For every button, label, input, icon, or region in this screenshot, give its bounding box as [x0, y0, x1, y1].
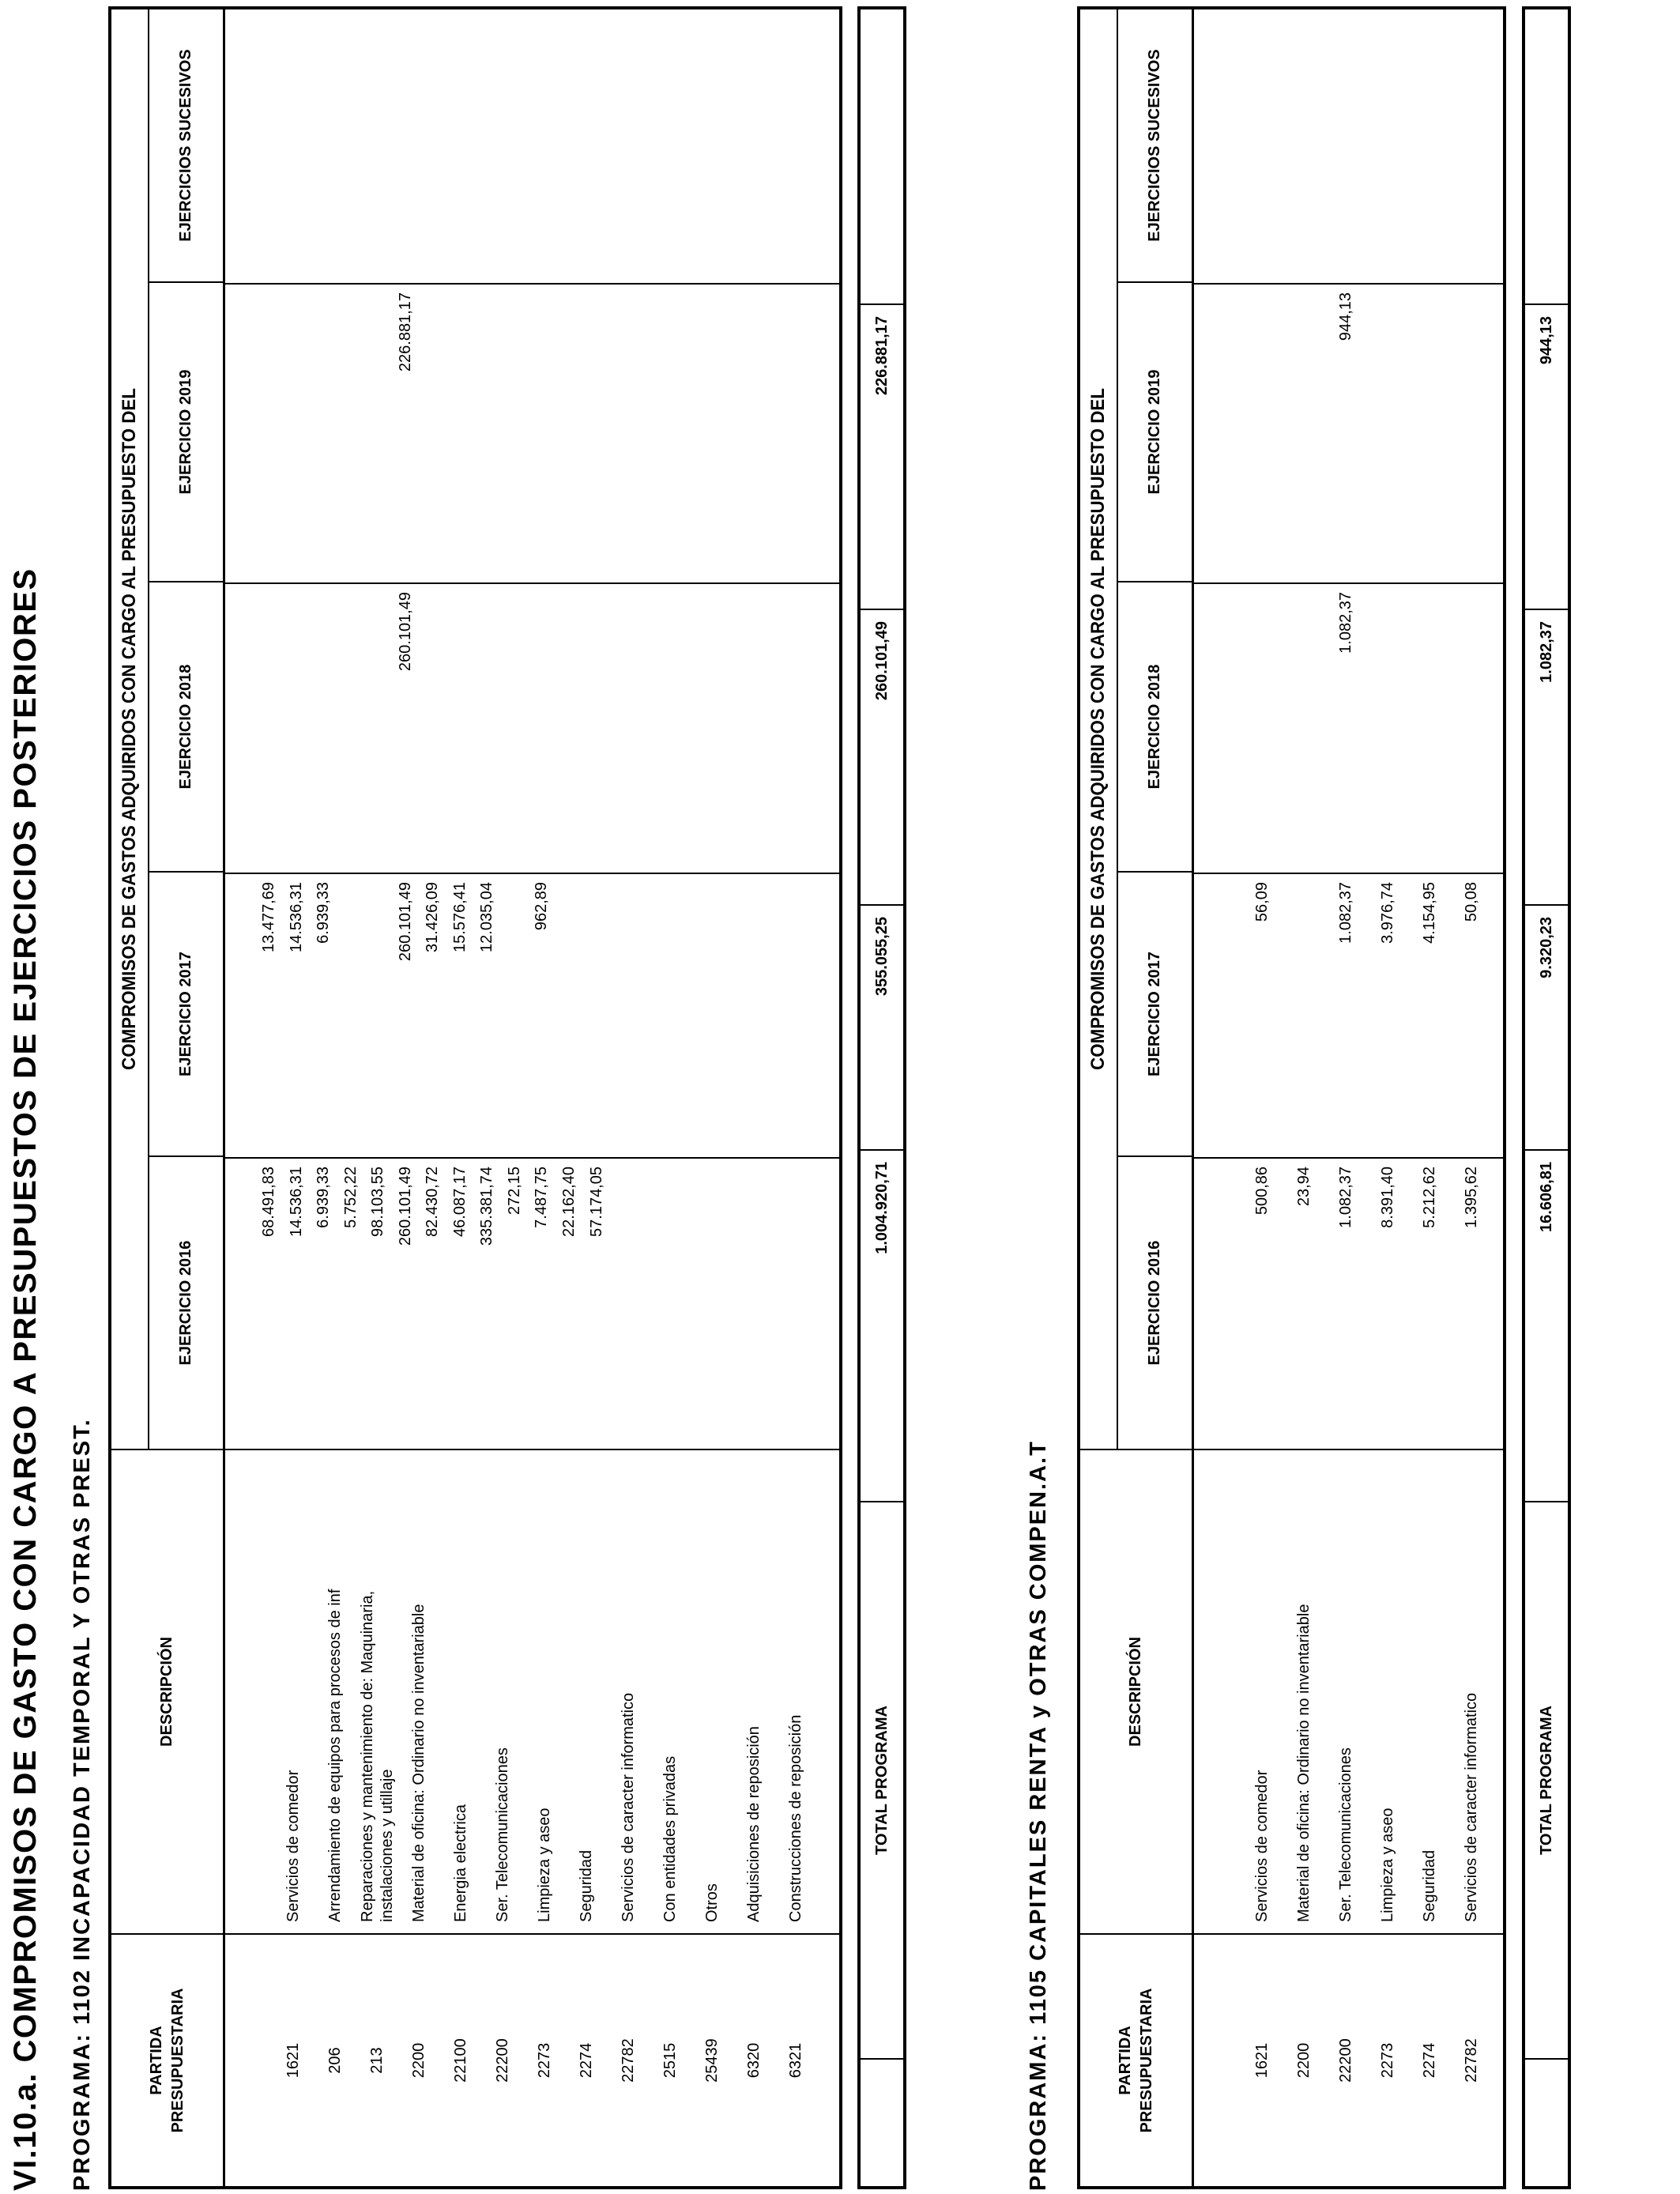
row-description: Servicios de comedor	[284, 1770, 302, 1922]
partida-code: 206	[326, 2047, 344, 2074]
total-2017: 355.055,25	[861, 906, 903, 1151]
amount-cell	[473, 592, 501, 873]
amount-cell: 1.395,62	[1463, 1167, 1480, 1228]
programa-1102-heading: PROGRAMA: 1102 INCAPACIDAD TEMPORAL Y OTRAS PREST.	[70, 1418, 95, 2191]
amount-cell	[283, 592, 311, 873]
amount-cell: 68.491,83	[260, 1167, 277, 1237]
row-description: Seguridad	[1421, 1849, 1438, 1922]
amount-cell: 272,15	[505, 1167, 523, 1216]
partida-code: 2200	[410, 2042, 428, 2079]
amount-cell	[583, 292, 611, 582]
amount-cell: 1.082,37	[1337, 592, 1354, 654]
header-descripcion: DESCRIPCIÓN	[1080, 1450, 1192, 1935]
header-ejercicios-sucesivos: EJERCICIOS SUCESIVOS	[149, 9, 223, 283]
page-title: VI.10.a. COMPROMISOS DE GASTO CON CARGO A PRESUPUESTOS DE EJERCICIOS POSTERIORES	[8, 567, 43, 2191]
row-description-line1: Reparaciones y mantenimiento de: Maquinaria,	[358, 1590, 376, 1922]
row-description: Servicios de caracter informatico	[1463, 1692, 1480, 1922]
header-partida-line1: PARTIDA	[1116, 2026, 1134, 2095]
header-partida-presupuestaria	[111, 1935, 223, 2186]
row-description: Servicios de caracter informatico	[620, 1692, 637, 1922]
total-label: TOTAL PROGRAMA	[861, 1502, 903, 2060]
partida-code: 2200	[1295, 2042, 1313, 2079]
total-programa-1105	[1522, 6, 1571, 2189]
amount-cell: 1.082,37	[1337, 882, 1354, 944]
row-description: Limpieza y aseo	[1379, 1808, 1396, 1922]
amount-cell: 14.536,31	[287, 882, 305, 952]
header-ejercicio-2019: EJERCICIO 2019	[149, 283, 223, 582]
amount-cell	[446, 17, 474, 283]
table-header	[111, 9, 225, 2186]
amount-cell: 15.576,41	[450, 882, 469, 952]
amount-cell	[1241, 292, 1283, 582]
row-description: Adquisiciones de reposición	[745, 1726, 763, 1922]
partida-code: 2515	[661, 2042, 679, 2079]
column-ejercicio-2016	[225, 1159, 839, 1450]
header-compromisos: COMPROMISOS DE GASTOS ADQUIRIDOS CON CARGO AL PRESUPUESTO DEL	[1087, 388, 1109, 1070]
amount-cell	[1241, 17, 1283, 283]
table-header	[1080, 9, 1194, 2186]
amount-cell	[1451, 292, 1493, 582]
row-description: Arrendamiento de equipos para procesos de inf	[326, 1589, 344, 1922]
header-partida-line1: PARTIDA	[147, 2026, 165, 2095]
amount-cell	[446, 292, 474, 582]
partida-code: 1621	[284, 2042, 302, 2079]
amount-cell: 260.101,49	[396, 882, 414, 962]
partida-code: 22782	[620, 2038, 637, 2083]
row-description-line2: instalaciones y utillaje	[378, 1769, 396, 1922]
amount-cell: 962,89	[533, 882, 551, 931]
row-description: Limpieza y aseo	[536, 1808, 553, 1922]
table-body	[225, 9, 839, 2186]
header-ejercicio-2018: EJERCICIO 2018	[149, 582, 223, 873]
header-ejercicio-2019: EJERCICIO 2019	[1118, 283, 1192, 582]
amount-cell	[337, 292, 365, 582]
header-years-group	[111, 9, 223, 1450]
amount-cell: 4.154,95	[1421, 882, 1438, 944]
header-partida-line2: PRESUPUESTARIA	[1137, 1988, 1155, 2133]
amount-cell	[1367, 592, 1409, 873]
amount-cell: 23,94	[1295, 1167, 1313, 1207]
amount-cell	[501, 292, 529, 582]
table-programa-1102	[108, 6, 842, 2189]
amount-cell	[337, 592, 365, 873]
amount-cell: 14.536,31	[287, 1167, 305, 1237]
amount-cell: 6.939,33	[315, 1167, 333, 1228]
header-partida-line2: PRESUPUESTARIA	[168, 1988, 186, 2133]
total-2016: 1.004.920,71	[861, 1151, 903, 1502]
partida-code: 2274	[1421, 2042, 1438, 2079]
row-description: Material de oficina: Ordinario no inventariable	[410, 1604, 428, 1922]
partida-code: 213	[368, 2047, 386, 2074]
amount-cell	[1367, 292, 1409, 582]
amount-cell	[392, 17, 420, 283]
amount-cell	[364, 292, 392, 582]
total-2016: 16.606,81	[1525, 1151, 1568, 1502]
amount-cell	[583, 882, 611, 1157]
header-ejercicios-sucesivos: EJERCICIOS SUCESIVOS	[1118, 9, 1192, 283]
header-ejercicio-2016: EJERCICIO 2016	[177, 1240, 194, 1366]
amount-cell	[501, 592, 529, 873]
total-2019: 226.881,17	[861, 305, 903, 610]
amount-cell	[255, 292, 283, 582]
column-ejercicio-2017	[1194, 874, 1503, 1159]
table-body	[1194, 9, 1503, 2186]
header-year-row	[1117, 9, 1192, 1449]
row-description: Servicios de comedor	[1253, 1770, 1271, 1922]
partida-code: 1621	[1253, 2042, 1271, 2079]
amount-cell	[255, 17, 283, 283]
amount-cell	[337, 17, 365, 283]
amount-cell	[1409, 592, 1451, 873]
header-ejercicio-2017: EJERCICIO 2017	[1118, 873, 1192, 1157]
amount-cell: 3.976,74	[1379, 882, 1396, 944]
total-label: TOTAL PROGRAMA	[1525, 1502, 1568, 2060]
partida-code: 22100	[452, 2038, 469, 2083]
total-sucesivos	[1525, 9, 1568, 305]
column-descripcion	[1194, 1450, 1503, 1935]
column-ejercicio-2016	[1194, 1159, 1503, 1450]
amount-cell	[255, 592, 283, 873]
amount-cell: 5.752,22	[341, 1167, 360, 1228]
amount-cell	[1283, 592, 1325, 873]
amount-cell	[419, 592, 446, 873]
amount-cell	[501, 882, 529, 1157]
header-years-group	[1080, 9, 1192, 1450]
amount-cell	[1283, 292, 1325, 582]
amount-cell	[556, 592, 583, 873]
partida-code: 2274	[578, 2042, 595, 2079]
amount-cell: 260.101,49	[396, 592, 414, 672]
amount-cell: 260.101,49	[396, 1167, 414, 1246]
header-compromisos: COMPROMISOS DE GASTOS ADQUIRIDOS CON CARGO AL PRESUPUESTO DEL	[119, 388, 140, 1070]
amount-cell	[283, 292, 311, 582]
amount-cell	[556, 882, 583, 1157]
header-ejercicio-2016: EJERCICIO 2016	[1146, 1240, 1163, 1366]
amount-cell: 1.082,37	[1337, 1167, 1354, 1228]
column-ejercicio-2018	[1194, 584, 1503, 874]
partida-code: 22200	[1337, 2038, 1354, 2083]
header-year-row	[148, 9, 223, 1449]
amount-cell	[473, 17, 501, 283]
amount-cell: 57.174,05	[587, 1167, 605, 1237]
table-programa-1105	[1077, 6, 1506, 2189]
amount-cell	[1241, 592, 1283, 873]
amount-cell: 50,08	[1463, 882, 1480, 922]
row-description: Otros	[703, 1883, 721, 1922]
amount-cell	[583, 592, 611, 873]
row-description: Material de oficina: Ordinario no inventariable	[1295, 1604, 1313, 1922]
amount-cell	[528, 292, 556, 582]
amount-cell	[446, 592, 474, 873]
amount-cell: 6.939,33	[315, 882, 333, 944]
column-ejercicio-2019	[225, 285, 839, 584]
total-2019: 944,13	[1525, 305, 1568, 610]
column-ejercicio-2019	[1194, 285, 1503, 584]
amount-cell: 944,13	[1337, 292, 1354, 341]
amount-cell: 31.426,09	[424, 882, 442, 952]
amount-cell	[1409, 292, 1451, 582]
row-description: Seguridad	[578, 1849, 595, 1922]
amount-cell	[501, 17, 529, 283]
partida-code: 22782	[1463, 2038, 1480, 2083]
partida-code: 2273	[1379, 2042, 1396, 2079]
amount-cell	[419, 17, 446, 283]
amount-cell: 335.381,74	[478, 1167, 496, 1246]
header-descripcion: DESCRIPCIÓN	[111, 1450, 223, 1935]
amount-cell: 22.162,40	[560, 1167, 578, 1237]
partida-code: 6321	[787, 2042, 804, 2079]
amount-cell	[528, 592, 556, 873]
amount-cell: 12.035,04	[478, 882, 496, 952]
amount-cell	[283, 17, 311, 283]
amount-cell	[1451, 592, 1493, 873]
amount-cell: 13.477,69	[260, 882, 277, 952]
column-ejercicio-2017	[225, 874, 839, 1159]
amount-cell: 8.391,40	[1379, 1167, 1396, 1228]
partida-code: 25439	[703, 2038, 721, 2083]
amount-cell	[1283, 17, 1325, 283]
column-descripcion	[225, 1450, 839, 1935]
amount-cell	[1451, 17, 1493, 283]
column-partida	[225, 1935, 839, 2186]
partida-code: 2273	[536, 2042, 553, 2079]
programa-1105-heading: PROGRAMA: 1105 CAPITALES RENTA y OTRAS COMPEN.A.T	[1026, 1440, 1051, 2191]
amount-cell: 500,86	[1253, 1167, 1271, 1216]
row-description: Con entidades privadas	[661, 1755, 679, 1922]
amount-cell: 226.881,17	[396, 292, 414, 372]
total-2018: 260.101,49	[861, 610, 903, 906]
total-programa-1102	[857, 6, 906, 2189]
total-sucesivos	[861, 9, 903, 305]
partida-code: 6320	[745, 2042, 763, 2079]
amount-cell	[556, 292, 583, 582]
amount-cell	[364, 17, 392, 283]
column-partida	[1194, 1935, 1503, 2186]
amount-cell	[419, 292, 446, 582]
amount-cell: 98.103,55	[369, 1167, 387, 1237]
amount-cell	[1283, 882, 1325, 1157]
amount-cell	[1325, 17, 1367, 283]
row-description: Construcciones de reposición	[787, 1714, 804, 1922]
amount-cell	[364, 592, 392, 873]
amount-cell	[583, 17, 611, 283]
column-ejercicio-2018	[225, 584, 839, 874]
amount-cell	[337, 882, 365, 1157]
row-description: Ser. Telecomunicaciones	[494, 1747, 511, 1922]
amount-cell	[556, 17, 583, 283]
amount-cell	[310, 592, 337, 873]
amount-cell	[310, 292, 337, 582]
amount-cell	[310, 17, 337, 283]
row-description: Ser. Telecomunicaciones	[1337, 1747, 1354, 1922]
total-2018: 1.082,37	[1525, 610, 1568, 906]
header-partida-presupuestaria	[1080, 1935, 1192, 2186]
amount-cell: 46.087,17	[450, 1167, 469, 1237]
column-ejercicios-sucesivos	[1194, 9, 1503, 285]
amount-cell: 7.487,75	[533, 1167, 551, 1228]
total-2017: 9.320,23	[1525, 906, 1568, 1151]
amount-cell: 82.430,72	[424, 1167, 442, 1237]
amount-cell	[473, 292, 501, 582]
total-empty-left	[1525, 2060, 1568, 2186]
header-ejercicio-2017: EJERCICIO 2017	[149, 873, 223, 1157]
amount-cell	[1367, 17, 1409, 283]
amount-cell	[528, 17, 556, 283]
row-description: Energia electrica	[452, 1804, 469, 1922]
amount-cell: 5.212,62	[1421, 1167, 1438, 1228]
row-description	[356, 1450, 398, 1922]
total-empty-left	[861, 2060, 903, 2186]
partida-code: 22200	[494, 2038, 511, 2083]
column-ejercicios-sucesivos	[225, 9, 839, 285]
header-ejercicio-2018: EJERCICIO 2018	[1118, 582, 1192, 873]
amount-cell	[364, 882, 392, 1157]
amount-cell: 56,09	[1253, 882, 1271, 922]
amount-cell	[1409, 17, 1451, 283]
